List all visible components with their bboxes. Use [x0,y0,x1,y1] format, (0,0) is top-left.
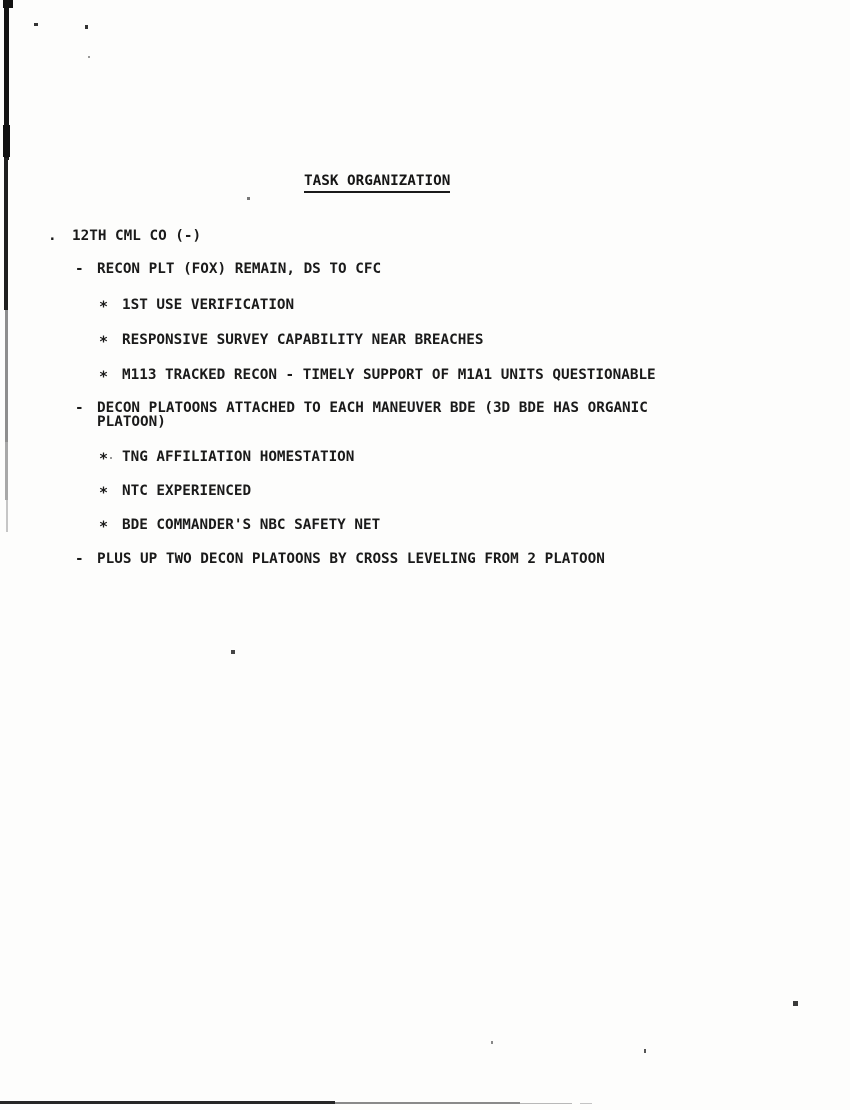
asterisk-list-marker: * [99,483,109,502]
scan-speck [793,1001,798,1006]
scan-edge-segment [5,442,8,500]
asterisk-list-marker: * [99,449,109,468]
asterisk-list-marker: * [99,367,109,386]
scan-line-segment [0,1101,335,1104]
document-line [0,518,850,535]
scan-speck [247,197,250,200]
document-line [0,229,850,246]
document-line [0,450,850,467]
scan-edge-segment [4,158,8,310]
list-item-text: PLUS UP TWO DECON PLATOONS BY CROSS LEVELING FROM 2 PLATOON [97,551,605,567]
dash-list-marker: - [75,551,84,567]
scan-line-segment [520,1103,572,1105]
list-item-text: BDE COMMANDER'S NBC SAFETY NET [122,517,381,533]
dash-list-marker: - [75,261,84,277]
list-item-text: TNG AFFILIATION HOMESTATION [122,449,355,465]
document-line [0,262,850,279]
scan-speck [85,25,88,29]
document-line [0,552,850,569]
list-item-text: NTC EXPERIENCED [122,483,252,499]
scan-line-segment [580,1103,592,1104]
document-line [0,368,850,385]
scan-speck [88,56,90,58]
scan-edge-segment [3,125,10,157]
scan-speck [34,23,38,26]
bullet-list-marker: . [48,228,57,244]
list-item-text: DECON PLATOONS ATTACHED TO EACH MANEUVER BDE (3D BDE HAS ORGANIC [97,400,648,416]
list-item-text: RECON PLT (FOX) REMAIN, DS TO CFC [97,261,382,277]
document-line [0,415,850,432]
document-line [0,484,850,501]
scan-speck [644,1049,646,1053]
list-item-text: M113 TRACKED RECON - TIMELY SUPPORT OF M1A1 UNITS QUESTIONABLE [122,367,656,383]
asterisk-list-marker: * [99,517,109,536]
list-item-text: PLATOON) [97,414,166,430]
scan-speck [110,457,112,459]
list-item-text: RESPONSIVE SURVEY CAPABILITY NEAR BREACHES [122,332,484,348]
list-item-text: 12TH CML CO (-) [72,228,202,244]
scan-speck [491,1041,493,1044]
dash-list-marker: - [75,400,84,416]
document-title: TASK ORGANIZATION [304,174,450,193]
document-line [0,333,850,350]
document-line [0,298,850,315]
scan-edge-segment [6,500,8,532]
scan-speck [231,650,235,654]
asterisk-list-marker: * [99,332,109,351]
scan-edge-segment [5,310,8,442]
asterisk-list-marker: * [99,297,109,316]
list-item-text: 1ST USE VERIFICATION [122,297,295,313]
scan-line-segment [335,1102,520,1104]
